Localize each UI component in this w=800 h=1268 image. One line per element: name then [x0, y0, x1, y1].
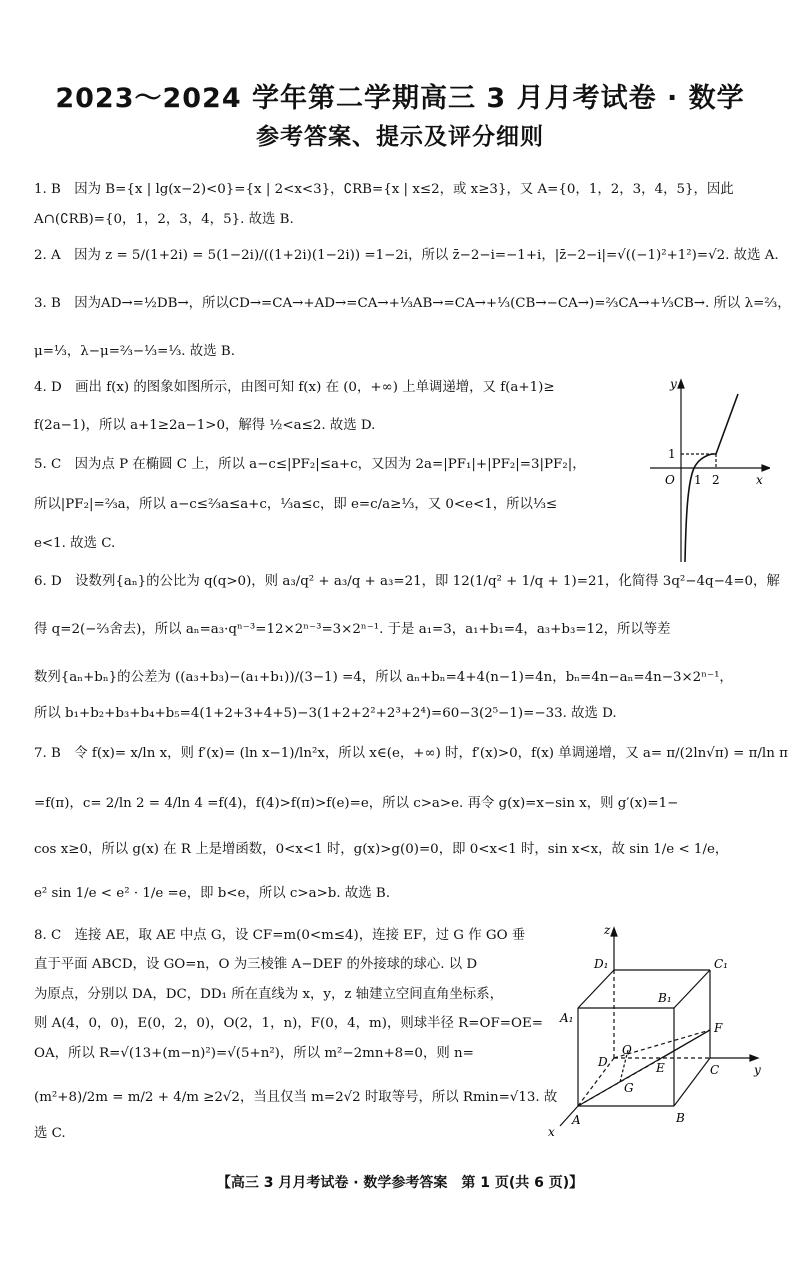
cube-label-g: G [624, 1081, 634, 1095]
q6-line-2: 得 q=2(−⅔舍去)，所以 aₙ=a₃·qⁿ⁻³=12×2ⁿ⁻³=3×2ⁿ⁻¹. 于是 a₁=3，a₁+b₁=4，a₃+b₃=12，所以等差 [34, 622, 671, 637]
cube-label-c1: C₁ [714, 957, 728, 971]
q7-line-2: =f(π)，c= 2/ln 2 = 4/ln 4 =f(4)，f(4)>f(π)>f(e)=e，所以 c>a>e. 再令 g(x)=x−sin x，则 g′(x)=1− [34, 796, 679, 811]
cube-z-arrow [611, 928, 617, 936]
q3-line-1: 3. B 因为AD→=½DB→，所以CD→=CA→+AD→=CA→+⅓AB→=CA→+⅓(CB→−CA→)=⅔CA→+⅓CB→. 所以 λ=⅔， [34, 296, 791, 311]
q7-line-4: e² sin 1/e < e² · 1/e =e，即 b<e，所以 c>a>b. 故选 B. [34, 886, 391, 901]
cube-label-x: x [548, 1125, 555, 1139]
cube-label-a1: A₁ [560, 1011, 574, 1025]
q8-line-7: 选 C. [34, 1126, 66, 1141]
cube-label-b1: B₁ [658, 991, 672, 1005]
cube-label-c: C [710, 1063, 720, 1077]
q8-line-4: 则 A(4，0，0)，E(0，2，0)，O(2，1，n)，F(0，4，m)，则球半径 R=OF=OE= [34, 1016, 543, 1031]
q5-line-3: e<1. 故选 C. [34, 536, 116, 551]
cube-edge-bc [674, 1058, 710, 1106]
page-subtitle: 参考答案、提示及评分细则 [256, 124, 544, 150]
q7-line-1: 7. B 令 f(x)= x/ln x，则 f′(x)= (ln x−1)/ln²x，所以 x∈(e，+∞) 时，f′(x)>0，f(x) 单调递增，又 a= π/(2ln√π) = π/ln π [34, 746, 788, 761]
graph-label-x: x [756, 473, 763, 487]
graph-label-y: y [670, 377, 677, 391]
function-graph [646, 372, 770, 568]
cube-label-a: A [572, 1113, 581, 1127]
cube-label-d: D [598, 1055, 608, 1069]
graph-label-origin: O [665, 473, 675, 487]
q8-line-6: (m²+8)/2m = m/2 + 4/m ≥2√2，当且仅当 m=2√2 时取等号，所以 Rmin=√13. 故 [34, 1090, 558, 1105]
cube-edge-a1d1 [578, 970, 614, 1008]
cube-label-f: F [714, 1021, 723, 1035]
q4-line-1: 4. D 画出 f(x) 的图象如图所示，由图可知 f(x) 在 (0，+∞) 上单调递增，又 f(a+1)≥ [34, 380, 555, 395]
q1-line-2: A∩(∁RB)={0，1，2，3，4，5}. 故选 B. [34, 212, 294, 227]
page-title: 2023～2024 学年第二学期高三 3 月月考试卷 · 数学 [55, 83, 745, 114]
q2-line-1: 2. A 因为 z = 5/(1+2i) = 5(1−2i)/((1+2i)(1−2i)) =1−2i，所以 z̄−2−i=−1+i，|z̄−2−i|=√((−1)²+1²)=√2. 故选 A. [34, 248, 779, 263]
q8-line-3: 为原点，分别以 DA，DC，DD₁ 所在直线为 x，y，z 轴建立空间直角坐标系， [34, 987, 503, 1002]
graph-label-one-y: 1 [668, 447, 676, 461]
graph-x-arrow [762, 465, 770, 471]
graph-label-two-x: 2 [712, 473, 720, 487]
q3-line-2: μ=⅓，λ−μ=⅔−⅓=⅓. 故选 B. [34, 344, 235, 359]
q8-line-1: 8. C 连接 AE，取 AE 中点 G，设 CF=m(0<m≤4)，连接 EF，过 G 作 GO 垂 [34, 928, 526, 943]
q5-line-1: 5. C 因为点 P 在椭圆 C 上，所以 a−c≤|PF₂|≤a+c，又因为 2a=|PF₁|+|PF₂|=3|PF₂|， [34, 457, 586, 472]
cube-diagram [542, 922, 772, 1140]
q6-line-1: 6. D 设数列{aₙ}的公比为 q(q>0)，则 a₃/q² + a₃/q + a₃=21，即 12(1/q² + 1/q + 1)=21，化简得 3q²−4q−4=0，解 [34, 574, 780, 589]
q8-line-5: OA，所以 R=√(13+(m−n)²)=√(5+n²)，所以 m²−2mn+8=0，则 n= [34, 1046, 474, 1061]
q4-line-2: f(2a−1)，所以 a+1≥2a−1>0，解得 ½<a≤2. 故选 D. [34, 418, 376, 433]
cube-label-d1: D₁ [594, 957, 609, 971]
q6-line-3: 数列{aₙ+bₙ}的公差为 ((a₃+b₃)−(a₁+b₁))/(3−1) =4，所以 aₙ+bₙ=4+4(n−1)=4n，bₙ=4n−aₙ=4n−3×2ⁿ⁻¹， [34, 670, 733, 685]
graph-y-arrow [678, 380, 684, 388]
cube-edge-b1c1 [674, 970, 710, 1008]
cube-label-z: z [604, 923, 611, 937]
cube-edge-ad [578, 1058, 614, 1106]
cube-label-y: y [754, 1063, 761, 1077]
cube-label-o: O [622, 1043, 632, 1057]
cube-y-arrow [750, 1055, 758, 1061]
q7-line-3: cos x≥0，所以 g(x) 在 R 上是增函数，0<x<1 时，g(x)>g(0)=0，即 0<x<1 时，sin x<x，故 sin 1/e < 1/e， [34, 842, 729, 857]
cube-label-b: B [676, 1111, 685, 1125]
q8-line-2: 直于平面 ABCD，设 GO=n，O 为三棱锥 A−DEF 的外接球的球心. 以 D [34, 957, 478, 972]
q5-line-2: 所以|PF₂|=⅔a，所以 a−c≤⅔a≤a+c，⅓a≤c，即 e=c/a≥⅓，又 0<e<1，所以⅓≤ [34, 497, 558, 512]
page-footer: 【高三 3 月月考试卷 · 数学参考答案 第 1 页(共 6 页)】 [216, 1175, 584, 1191]
q1-line-1: 1. B 因为 B={x | lg(x−2)<0}={x | 2<x<3}，∁RB={x | x≤2，或 x≥3}，又 A={0，1，2，3，4，5}，因此 [34, 182, 734, 197]
graph-label-one-x: 1 [694, 473, 702, 487]
segment-ef [662, 1030, 710, 1058]
q6-line-4: 所以 b₁+b₂+b₃+b₄+b₅=4(1+2+3+4+5)−3(1+2+2²+2³+2⁴)=60−3(2⁵−1)=−33. 故选 D. [34, 706, 617, 721]
cube-label-e: E [656, 1061, 665, 1075]
